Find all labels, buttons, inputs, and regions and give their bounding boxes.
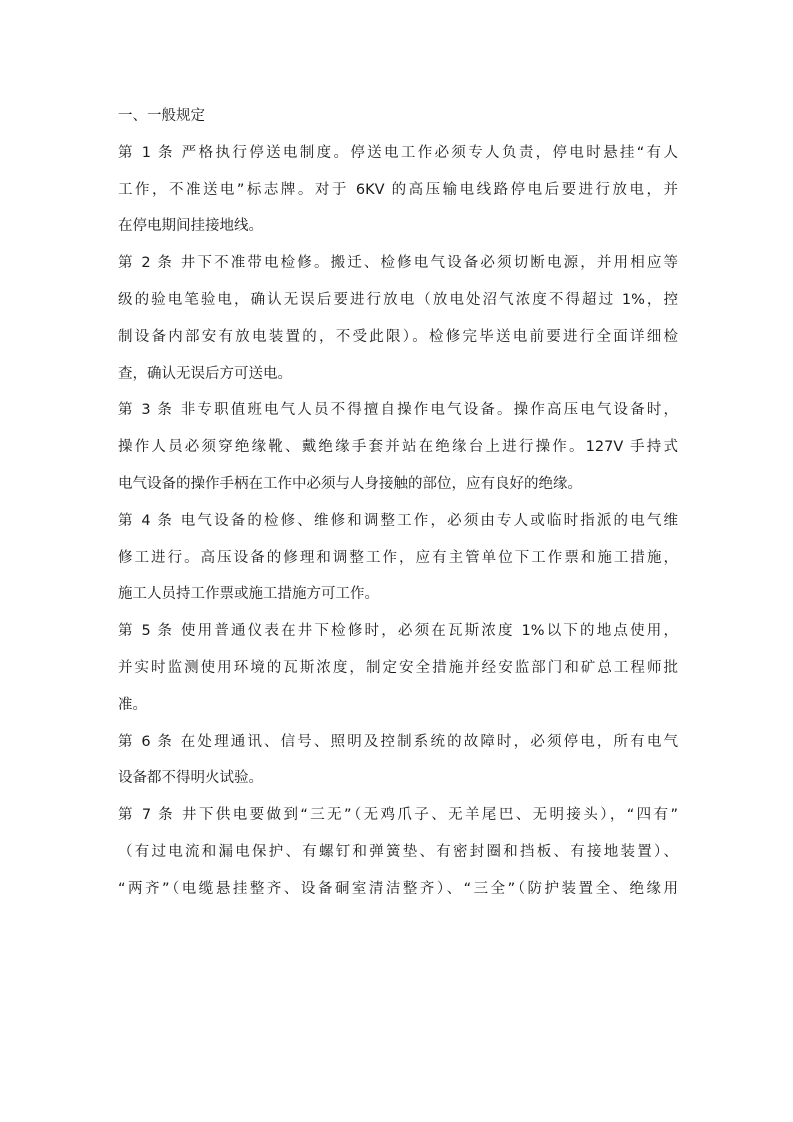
article-3-line-2: 操作人员必须穿绝缘靴、戴绝缘手套并站在绝缘台上进行操作。127V 手持式 <box>118 439 678 456</box>
article-4-line-3: 施工人员持工作票或施工措施方可工作。 <box>118 586 379 603</box>
article-6-line-1: 第 6 条 在处理通讯、信号、照明及控制系统的故障时，必须停电，所有电气 <box>118 733 678 750</box>
document-body <box>118 103 678 913</box>
article-6-line-2: 设备都不得明火试验。 <box>118 770 263 787</box>
article-2-line-1: 第 2 条 井下不准带电检修。搬迁、检修电气设备必须切断电源，并用相应等 <box>118 255 678 272</box>
article-2-line-4: 查，确认无误后方可送电。 <box>118 365 292 382</box>
article-5-line-1: 第 5 条 使用普通仪表在井下检修时，必须在瓦斯浓度 1%以下的地点使用， <box>118 623 678 640</box>
article-1-line-1: 第 1 条 严格执行停送电制度。停送电工作必须专人负责，停电时悬挂“有人 <box>118 144 678 161</box>
article-4-line-1: 第 4 条 电气设备的检修、维修和调整工作，必须由专人或临时指派的电气维 <box>118 512 678 529</box>
article-7-line-3: “两齐”（电缆悬挂整齐、设备硐室清洁整齐）、“三全”（防护装置全、绝缘用 <box>118 880 678 897</box>
article-2-line-3: 制设备内部安有放电装置的，不受此限）。检修完毕送电前要进行全面详细检 <box>118 328 678 345</box>
article-2-line-2: 级的验电笔验电，确认无误后要进行放电（放电处沼气浓度不得超过 1%，控 <box>118 291 678 308</box>
article-3-line-1: 第 3 条 非专职值班电气人员不得擅自操作电气设备。操作高压电气设备时， <box>118 402 678 419</box>
section-heading: 一、一般规定 <box>118 108 205 124</box>
article-1-line-3: 在停电期间挂接地线。 <box>118 218 263 235</box>
article-7-line-2: （有过电流和漏电保护、有螺钉和弹簧垫、有密封圈和挡板、有接地装置）、 <box>118 843 678 860</box>
article-7-line-1: 第 7 条 井下供电要做到“三无”（无鸡爪子、无羊尾巴、无明接头），“四有” <box>118 807 678 824</box>
article-5-line-2: 并实时监测使用环境的瓦斯浓度，制定安全措施并经安监部门和矿总工程师批 <box>118 659 678 676</box>
article-4-line-2: 修工进行。高压设备的修理和调整工作，应有主管单位下工作票和施工措施， <box>118 549 678 566</box>
article-1-line-2: 工作，不准送电”标志牌。对于 6KV 的高压输电线路停电后要进行放电，并 <box>118 181 678 198</box>
article-3-line-3: 电气设备的操作手柄在工作中必须与人身接触的部位，应有良好的绝缘。 <box>118 475 582 492</box>
article-5-line-3: 准。 <box>118 696 147 713</box>
